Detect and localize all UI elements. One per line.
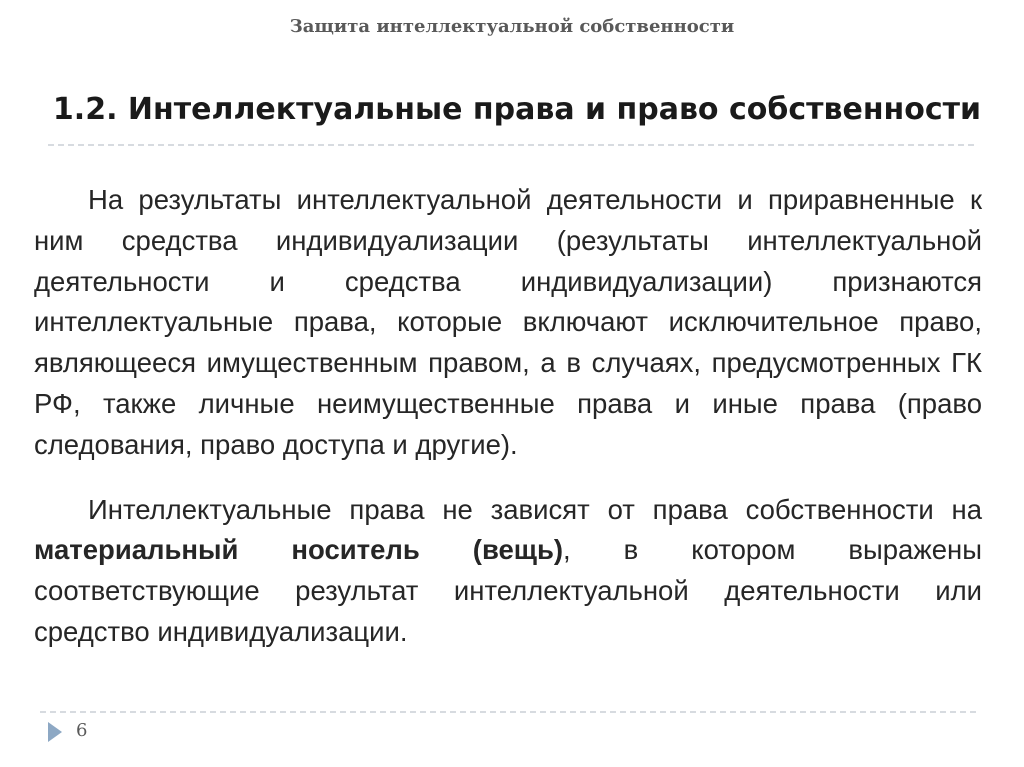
paragraph-2 [34,490,982,653]
paragraph-2-lead: Интеллектуальные права не зависят от права собственности на [88,493,982,525]
title-divider [48,144,974,146]
bold-term: материальный носитель (вещь) [34,534,564,566]
slide-title: 1.2. Интеллектуальные права и право собственности [52,92,982,127]
running-header: Защита интеллектуальной собственности [289,16,735,37]
triangle-arrow-icon [48,722,62,742]
footer-divider [40,711,976,713]
slide-body [34,180,982,653]
paragraph-2-rest: , в котором выражены соответствующие результат интеллектуальной деятельности или средство индивидуализации. [34,534,982,647]
page-number: 6 [76,720,88,741]
paragraph-1: На результаты интеллектуальной деятельности и приравненные к ним средства индивидуализации (результаты интеллектуальной деятельности и средства индивидуализации) признаются интеллектуальные права, которые включают исключительное право, являющееся имущественным правом, а в случаях, предусмотренных ГК РФ, также личные неимущественные права и иные права (право следования, право доступа и другие). [34,184,982,460]
